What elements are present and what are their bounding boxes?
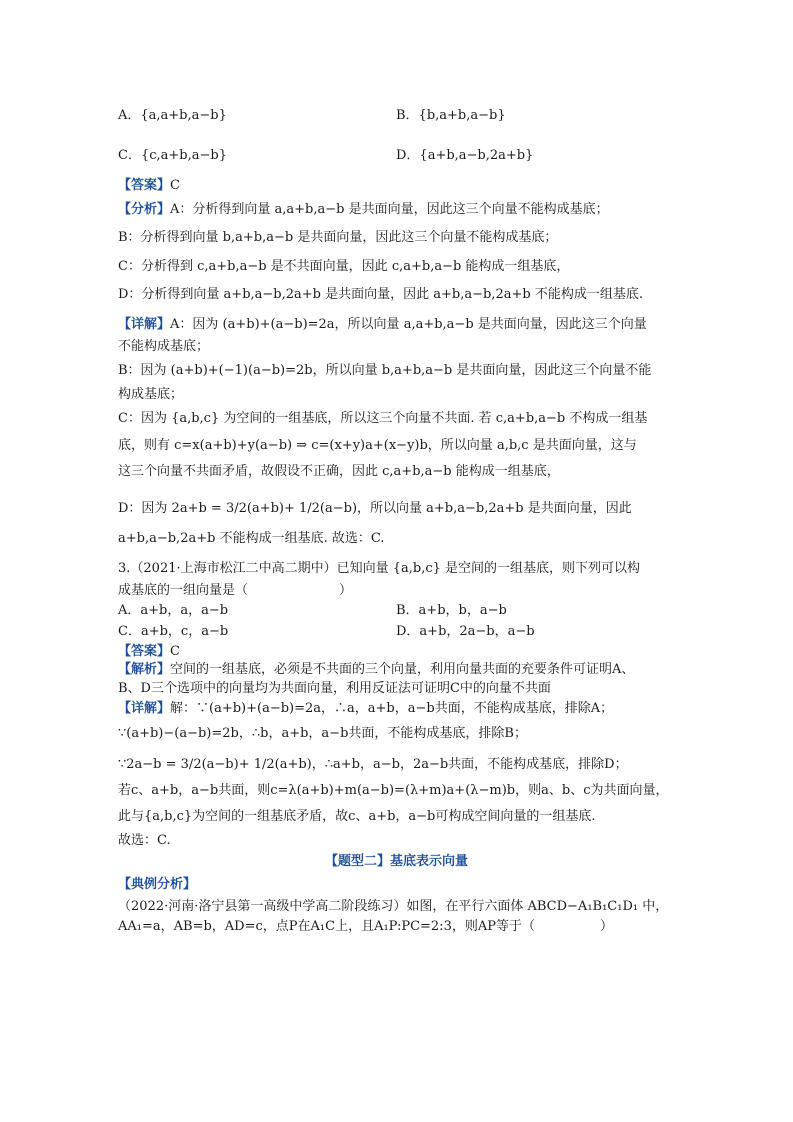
q3-detail-line-3: ∵2a−b = 3/2(a−b)+ 1/2(a+b)，∴a+b，a−b，2a−b共面，不能构成基底，排除D； bbox=[118, 757, 628, 772]
q2-detail-line-6: 底，则有 c=x(a+b)+y(a−b) ⇒ c=(x+y)a+(x−y)b，所以向量 a,b,c 是共面向量，这与 bbox=[118, 438, 637, 453]
analysis-tag: 【分析】 bbox=[118, 202, 171, 217]
q2-detail-line-3: B：因为 (a+b)+(−1)(a−b)=2b，所以向量 b,a+b,a−b 是共面向量，因此这三个向量不能 bbox=[118, 363, 652, 378]
answer-value: C bbox=[170, 644, 180, 659]
detail-text: A：因为 (a+b)+(a−b)=2a，所以向量 a,a+b,a−b 是共面向量，因此这三个向量 bbox=[170, 317, 647, 332]
q3-stem-line-1: 3.（2021·上海市松江二中高二期中）已知向量 {a,b,c} 是空间的一组基底，则下列可以构 bbox=[118, 561, 641, 576]
detail-text: 解：∵(a+b)+(a−b)=2a，∴a，a+b，a−b共面，不能构成基底，排除A； bbox=[170, 701, 614, 716]
q2-detail-line-8: D：因为 2a+b = 3/2(a+b)+ 1/2(a−b)，所以向量 a+b,a−b,2a+b 是共面向量，因此 bbox=[118, 501, 632, 516]
q2-detail-line-2: 不能构成基底； bbox=[118, 339, 210, 354]
q3-option-d: D．a+b，2a−b，a−b bbox=[396, 624, 535, 639]
q2-detail-line-5: C：因为 {a,b,c} 为空间的一组基底，所以这三个向量不共面. 若 c,a+b,a−b 不构成一组基 bbox=[118, 411, 648, 426]
answer-tag: 【答案】 bbox=[118, 178, 171, 193]
q2-option-b: B．{b,a+b,a−b} bbox=[396, 108, 506, 123]
example-line-1: （2022·河南·洛宁县第一高级中学高二阶段练习）如图，在平行六面体 ABCD−A₁B₁C₁D₁ 中， bbox=[118, 899, 669, 914]
q3-detail-line-5: 此与{a,b,c}为空间的一组基底矛盾，故c、a+b，a−b可构成空间向量的一组基底. bbox=[118, 809, 596, 824]
q2-analysis-line-4: D：分析得到向量 a+b,a−b,2a+b 是共面向量，因此 a+b,a−b,2a+b 不能构成一组基底. bbox=[118, 287, 643, 302]
q2-option-a: A．{a,a+b,a−b} bbox=[118, 108, 227, 123]
detail-tag: 【详解】 bbox=[118, 701, 171, 716]
analysis-tag: 【解析】 bbox=[118, 662, 171, 677]
q2-detail-line-9: a+b,a−b,2a+b 不能构成一组基底. 故选：C. bbox=[118, 531, 385, 546]
q2-analysis-line-1 bbox=[118, 201, 678, 219]
example-tag bbox=[118, 876, 678, 894]
answer-value: C bbox=[170, 178, 180, 193]
q3-option-b: B．a+b，b，a−b bbox=[396, 603, 507, 618]
q3-option-a: A．a+b，a，a−b bbox=[118, 603, 229, 618]
q3-detail-line-1 bbox=[118, 700, 678, 718]
q2-option-c: C．{c,a+b,a−b} bbox=[118, 148, 227, 163]
example-tag-text: 【典例分析】 bbox=[118, 877, 197, 892]
q3-option-c: C．a+b，c，a−b bbox=[118, 624, 229, 639]
q2-detail-line-1 bbox=[118, 316, 678, 334]
q3-stem-line-2: 成基底的一组向量是（ ） bbox=[118, 583, 353, 598]
example-line-2: AA₁=a，AB=b，AD=c，点P在A₁C上，且A₁P:PC=2:3，则AP等于（ ） bbox=[118, 919, 613, 934]
analysis-text: 空间的一组基底，必须是不共面的三个向量，利用向量共面的充要条件可证明A、 bbox=[170, 662, 635, 677]
q3-analysis-line-2: B、D三个选项中的向量均为共面向量，利用反证法可证明C中的向量不共面 bbox=[118, 681, 551, 696]
q2-detail-line-4: 构成基底； bbox=[118, 387, 184, 402]
analysis-text: A：分析得到向量 a,a+b,a−b 是共面向量，因此这三个向量不能构成基底； bbox=[170, 202, 609, 217]
answer-tag: 【答案】 bbox=[118, 644, 171, 659]
detail-tag: 【详解】 bbox=[118, 317, 171, 332]
q3-answer bbox=[118, 643, 678, 661]
q3-analysis-line-1 bbox=[118, 661, 678, 679]
section-title: 【题型二】基底表示向量 bbox=[324, 854, 468, 869]
q2-analysis-line-2: B：分析得到向量 b,a+b,a−b 是共面向量，因此这三个向量不能构成基底； bbox=[118, 230, 558, 245]
q3-detail-line-2: ∵(a+b)−(a−b)=2b，∴b，a+b，a−b共面，不能构成基底，排除B； bbox=[118, 726, 527, 741]
q3-detail-line-6: 故选：C. bbox=[118, 833, 171, 848]
q3-detail-line-4: 若c、a+b，a−b共面，则c=λ(a+b)+m(a−b)=(λ+m)a+(λ−m)b，则a、b、c为共面向量， bbox=[118, 783, 669, 798]
q2-option-d: D．{a+b,a−b,2a+b} bbox=[396, 148, 534, 163]
q2-analysis-line-3: C：分析得到 c,a+b,a−b 是不共面向量，因此 c,a+b,a−b 能构成一组基底， bbox=[118, 259, 570, 274]
q2-detail-line-7: 这三个向量不共面矛盾，故假设不正确，因此 c,a+b,a−b 能构成一组基底， bbox=[118, 464, 560, 479]
q2-answer bbox=[118, 177, 678, 195]
